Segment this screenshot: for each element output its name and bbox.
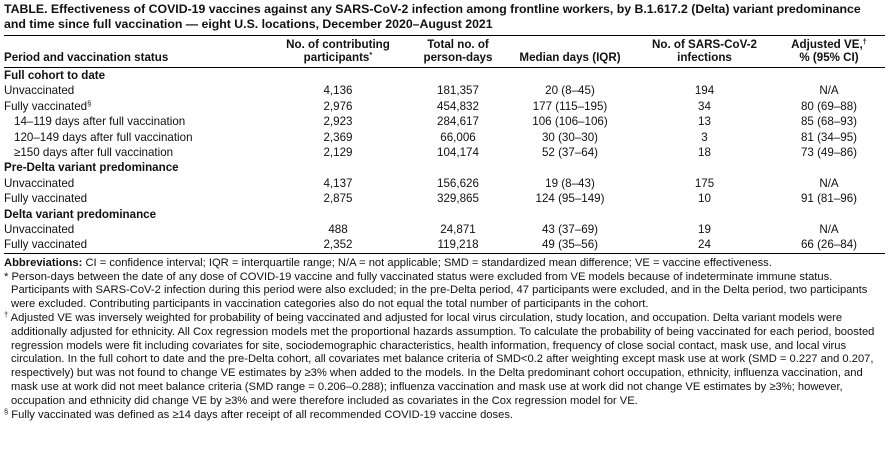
infections-cell: 19 bbox=[698, 223, 711, 237]
header-period: Period and vaccination status bbox=[4, 36, 264, 68]
row-label-cell bbox=[4, 237, 264, 253]
participants-cell: 4,136 bbox=[323, 84, 353, 98]
ve-cell: 66 (26–84) bbox=[773, 237, 885, 253]
table-title: TABLE. Effectiveness of COVID-19 vaccines against any SARS-CoV-2 infection among frontline workers, by B.1.617.2 (Delta) variant predominance and time since full vaccination — eight U.S. locations, December 2020–August 2021 bbox=[4, 2, 861, 31]
row-label-cell bbox=[4, 191, 264, 206]
section-title: Pre-Delta variant predominance bbox=[4, 161, 179, 175]
table-row bbox=[4, 130, 885, 145]
table-row bbox=[4, 191, 885, 206]
footnote-dagger bbox=[4, 312, 885, 409]
participants-cell: 2,129 bbox=[323, 146, 353, 160]
footnote-dagger-mark: † bbox=[4, 310, 9, 320]
participants-cell: 488 bbox=[328, 223, 348, 237]
header-participants-text: No. of contributing participants bbox=[286, 38, 390, 64]
ve-cell: N/A bbox=[819, 84, 839, 98]
person-days-cell: 284,617 bbox=[437, 115, 479, 129]
footnote-section-text: Fully vaccinated was defined as ≥14 days after receipt of all recommended COVID-19 vaccine doses. bbox=[11, 408, 514, 421]
person-days-cell: 181,357 bbox=[437, 84, 479, 98]
participants-cell: 2,875 bbox=[323, 192, 353, 206]
median-days-cell: 20 (8–45) bbox=[545, 84, 595, 98]
person-days-cell: 454,832 bbox=[437, 99, 479, 113]
ve-table bbox=[4, 35, 885, 254]
footnote-star bbox=[4, 271, 885, 312]
participants-cell: 2,923 bbox=[323, 115, 353, 129]
section-title: Delta variant predominance bbox=[4, 207, 157, 221]
row-label: 14–119 days after full vaccination bbox=[14, 115, 186, 129]
row-label-cell bbox=[4, 83, 264, 98]
person-days-cell: 329,865 bbox=[437, 192, 479, 206]
header-ve-text: Adjusted VE, bbox=[791, 38, 863, 51]
ve-cell: 80 (69–88) bbox=[800, 99, 858, 113]
table-row bbox=[4, 145, 885, 160]
row-label-cell bbox=[4, 176, 264, 191]
row-label-mark: § bbox=[87, 98, 92, 108]
header-ve bbox=[773, 36, 885, 68]
row-label: Fully vaccinated bbox=[4, 99, 88, 113]
median-days-cell: 43 (37–69) bbox=[541, 223, 599, 237]
header-participants bbox=[264, 36, 412, 68]
infections-cell: 34 bbox=[698, 99, 711, 113]
table-row bbox=[4, 99, 885, 114]
table-body bbox=[4, 68, 885, 254]
participants-cell: 4,137 bbox=[323, 176, 353, 190]
table-row bbox=[4, 176, 885, 191]
ve-cell: 73 (49–86) bbox=[800, 146, 858, 160]
median-days-cell: 49 (35–56) bbox=[504, 237, 636, 253]
footnote-dagger-text: Adjusted VE was inversely weighted for probability of being vaccinated and adjusted for local virus circulation, study location, and occupation. Delta variant models were additionally adjusted for ethnicity. All Cox regression models met the proportional hazards assumption. To calculate the probability of being vaccinated for each period, boosted regression models were fit including covariates for site, sociodemographic characteristics, health information, frequency of close social contact, mask use, and local virus circulation. In the full cohort to date and the pre-Delta cohort, all covariates met balance criteria of SMD<0.2 after weighting except mask use at work (SMD = 0.227 and 0.207, respectively) but was not found to change VE estimates by ≥3% when added to the models. In the Delta predominant cohort occupation, ethnicity, influenza vaccination, and mask use at work did not meet balance criteria (SMD range = 0.206–0.288); influenza vaccination and mask use at work did not change VE estimates by ≥3%; however, occupation and ethnicity did change VE by ≥3% and were therefore included as covariates in the Cox regression model for VE. bbox=[10, 312, 875, 407]
ve-cell: 81 (34–95) bbox=[800, 130, 858, 144]
median-days-cell: 177 (115–195) bbox=[532, 99, 608, 113]
footnote-star-text: Person-days between the date of any dose of COVID-19 vaccine and fully vaccinated status were excluded from VE models because of indeterminate immune status. Participants with SARS-CoV-2 infection during this period were also excluded; in the pre-Delta period, 47 participants were excluded, and in the Delta period, two participants were excluded. Contributing participants in vaccination categories also do not equal the total number of participants in the cohort. bbox=[11, 270, 868, 311]
infections-cell: 13 bbox=[698, 115, 711, 129]
section-header-row bbox=[4, 160, 885, 175]
row-label: Unvaccinated bbox=[4, 84, 75, 98]
footnote-abbreviations bbox=[4, 257, 885, 271]
infections-cell: 194 bbox=[694, 84, 715, 98]
row-label-cell bbox=[4, 130, 264, 145]
row-label: Fully vaccinated bbox=[4, 192, 88, 206]
infections-cell: 18 bbox=[698, 146, 711, 160]
header-row bbox=[4, 36, 885, 68]
row-label: 120–149 days after full vaccination bbox=[14, 130, 193, 144]
row-label: Unvaccinated bbox=[4, 223, 75, 237]
person-days-cell: 119,218 bbox=[412, 237, 504, 253]
header-ve-mark: † bbox=[862, 37, 867, 46]
ve-cell: N/A bbox=[819, 176, 839, 190]
footnote-section bbox=[4, 406, 885, 423]
row-label-cell bbox=[4, 114, 264, 129]
header-participants-mark: * bbox=[369, 50, 373, 59]
header-ve-ci: % (95% CI) bbox=[799, 51, 859, 64]
ve-cell: 91 (81–96) bbox=[800, 192, 858, 206]
table-row bbox=[4, 222, 885, 237]
footnote-section-mark: § bbox=[4, 406, 9, 416]
median-days-cell: 19 (8–43) bbox=[545, 176, 595, 190]
abbreviations-label: Abbreviations: bbox=[4, 256, 83, 269]
person-days-cell: 156,626 bbox=[437, 176, 479, 190]
table-row bbox=[4, 237, 885, 253]
table-row bbox=[4, 83, 885, 98]
participants-cell: 2,976 bbox=[323, 99, 353, 113]
median-days-cell: 52 (37–64) bbox=[541, 146, 599, 160]
participants-cell: 2,352 bbox=[264, 237, 412, 253]
median-days-cell: 30 (30–30) bbox=[541, 130, 599, 144]
row-label: Fully vaccinated bbox=[4, 238, 88, 252]
median-days-cell: 124 (95–149) bbox=[535, 192, 605, 206]
footnote-star-mark: * bbox=[4, 270, 9, 283]
section-header-row bbox=[4, 207, 885, 222]
table-row bbox=[4, 114, 885, 129]
ve-cell: 85 (68–93) bbox=[800, 115, 858, 129]
median-days-cell: 106 (106–106) bbox=[532, 115, 608, 129]
row-label: ≥150 days after full vaccination bbox=[14, 146, 174, 160]
row-label-cell bbox=[4, 99, 264, 114]
row-label: Unvaccinated bbox=[4, 176, 75, 190]
row-label-cell bbox=[4, 222, 264, 237]
person-days-cell: 66,006 bbox=[440, 130, 476, 144]
person-days-cell: 104,174 bbox=[437, 146, 479, 160]
section-header-row bbox=[4, 68, 885, 84]
header-infections: No. of SARS-CoV-2 infections bbox=[636, 36, 773, 68]
infections-cell: 24 bbox=[636, 237, 773, 253]
person-days-cell: 24,871 bbox=[440, 223, 476, 237]
participants-cell: 2,369 bbox=[323, 130, 353, 144]
header-person-days: Total no. of person-days bbox=[412, 36, 504, 68]
infections-cell: 10 bbox=[698, 192, 711, 206]
ve-cell: N/A bbox=[819, 223, 839, 237]
section-title: Full cohort to date bbox=[4, 69, 106, 82]
infections-cell: 3 bbox=[701, 130, 708, 144]
abbreviations-text: CI = confidence interval; IQR = interquartile range; N/A = not applicable; SMD = standardized mean difference; VE = vaccine effectiveness. bbox=[85, 256, 772, 269]
infections-cell: 175 bbox=[694, 176, 715, 190]
footnotes bbox=[4, 257, 885, 423]
row-label-cell bbox=[4, 145, 264, 160]
header-median-days: Median days (IQR) bbox=[504, 36, 636, 68]
